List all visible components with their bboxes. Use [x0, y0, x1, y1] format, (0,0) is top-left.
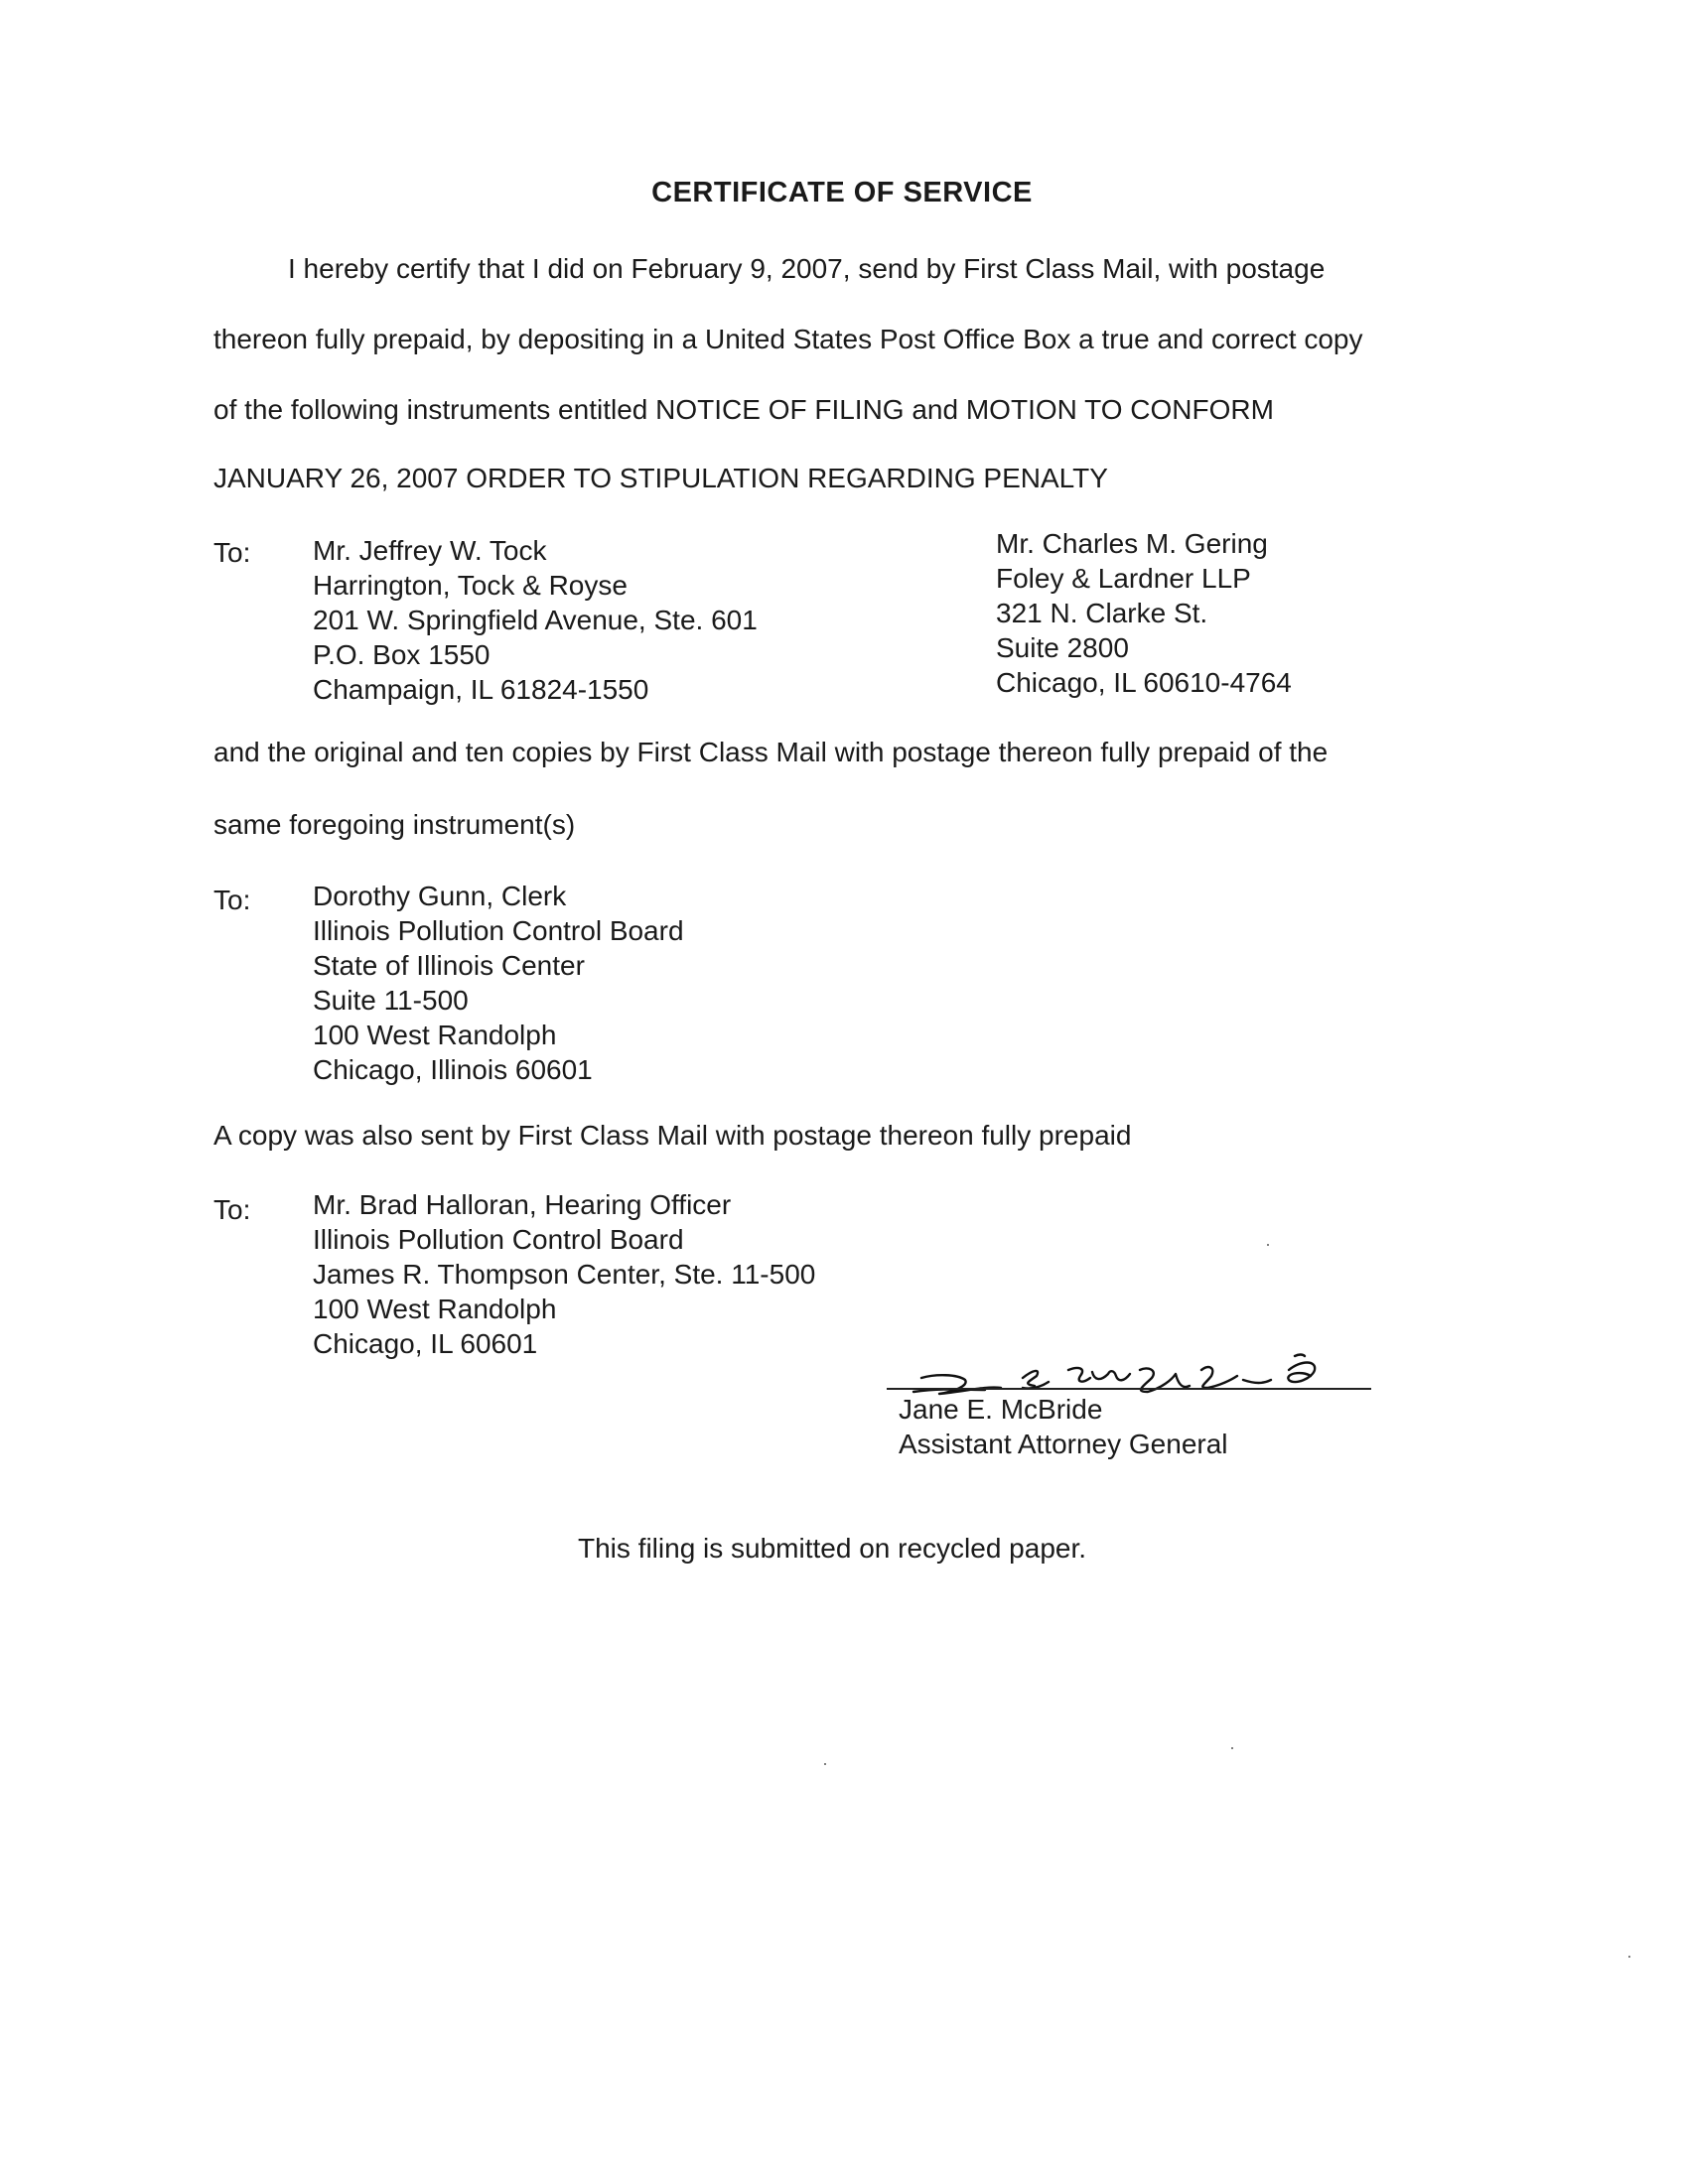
address-line: Illinois Pollution Control Board	[313, 915, 684, 946]
recipient-block-hearing-officer	[313, 1187, 815, 1361]
address-line: Chicago, IL 60601	[313, 1328, 538, 1359]
scan-speck	[1231, 1747, 1233, 1749]
address-line: Suite 11-500	[313, 985, 469, 1016]
to-label-3: To:	[213, 1194, 251, 1225]
paragraph-1-line-4: JANUARY 26, 2007 ORDER TO STIPULATION REGARDING PENALTY	[213, 463, 1108, 493]
address-line: Mr. Jeffrey W. Tock	[313, 535, 547, 566]
recipient-block-clerk	[313, 879, 684, 1087]
scan-speck	[1267, 1244, 1269, 1246]
to-label-1: To:	[213, 537, 251, 568]
address-line: Mr. Charles M. Gering	[996, 528, 1268, 559]
to-label-2: To:	[213, 885, 251, 915]
recycled-paper-note: This filing is submitted on recycled paper.	[578, 1533, 1087, 1564]
address-line: Foley & Lardner LLP	[996, 563, 1251, 594]
address-line: Chicago, Illinois 60601	[313, 1054, 593, 1085]
paragraph-2-line-2: same foregoing instrument(s)	[213, 809, 576, 840]
recipient-block-gering	[996, 526, 1292, 700]
signature-block	[899, 1392, 1228, 1461]
address-line: State of Illinois Center	[313, 950, 585, 981]
paragraph-1-line-2: thereon fully prepaid, by depositing in a United States Post Office Box a true and correct copy	[213, 324, 1363, 354]
address-line: Dorothy Gunn, Clerk	[313, 881, 567, 911]
address-line: James R. Thompson Center, Ste. 11-500	[313, 1259, 816, 1290]
address-line: P.O. Box 1550	[313, 639, 491, 670]
address-line: Chicago, IL 60610-4764	[996, 667, 1292, 698]
address-line: 100 West Randolph	[313, 1020, 557, 1050]
address-line: 100 West Randolph	[313, 1294, 557, 1324]
address-line: Champaign, IL 61824-1550	[313, 674, 649, 705]
address-line: Mr. Brad Halloran, Hearing Officer	[313, 1189, 732, 1220]
document-title: CERTIFICATE OF SERVICE	[651, 177, 1033, 208]
address-line: 321 N. Clarke St.	[996, 598, 1208, 628]
paragraph-1-line-1: I hereby certify that I did on February 9, 2007, send by First Class Mail, with postage	[288, 253, 1326, 284]
recipient-block-tock	[313, 533, 758, 707]
paragraph-2-line-1: and the original and ten copies by First Class Mail with postage thereon fully prepaid of the	[213, 737, 1329, 767]
address-line: 201 W. Springfield Avenue, Ste. 601	[313, 605, 758, 635]
address-line: Harrington, Tock & Royse	[313, 570, 628, 601]
paragraph-1-line-3: of the following instruments entitled NOTICE OF FILING and MOTION TO CONFORM	[213, 394, 1274, 425]
scan-speck	[824, 1763, 826, 1765]
address-line: Illinois Pollution Control Board	[313, 1224, 684, 1255]
scan-speck	[1628, 1956, 1630, 1958]
address-line: Suite 2800	[996, 632, 1129, 663]
signatory-name: Jane E. McBride	[899, 1394, 1103, 1425]
signature-line	[887, 1388, 1371, 1390]
paragraph-3: A copy was also sent by First Class Mail with postage thereon fully prepaid	[213, 1120, 1132, 1151]
signatory-title: Assistant Attorney General	[899, 1429, 1228, 1459]
